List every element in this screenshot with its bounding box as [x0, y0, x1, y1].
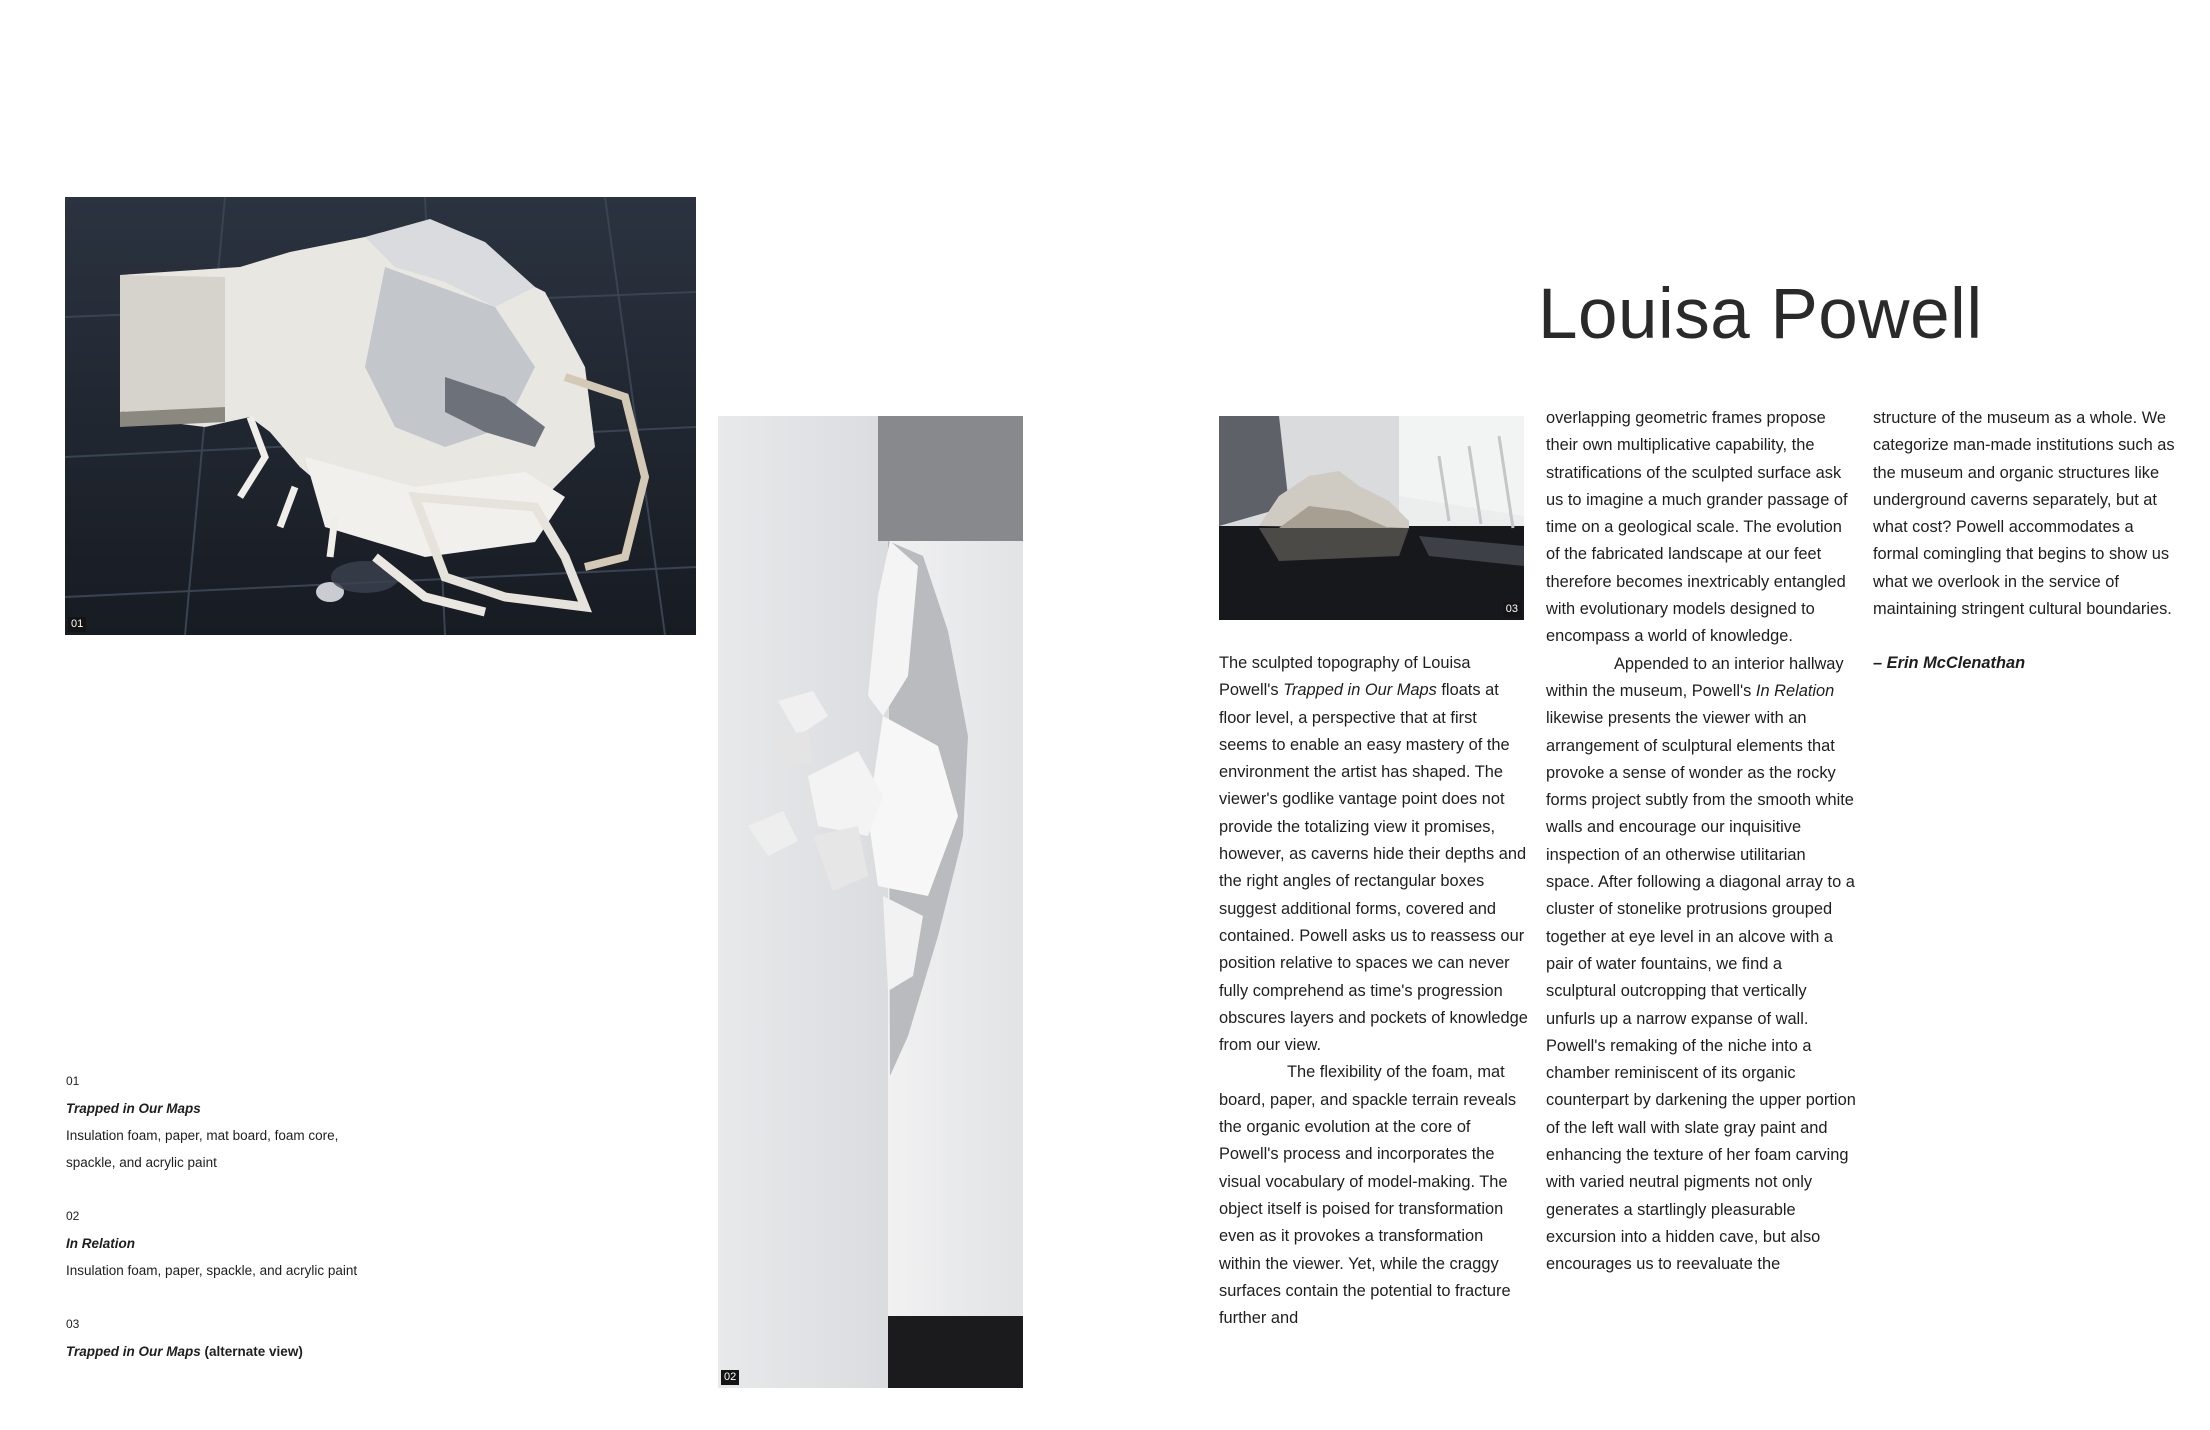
caption-03: [66, 1311, 396, 1365]
text-run: Appended to an interior hallway within the museum, Powell's: [1546, 654, 1844, 700]
paragraph: The flexibility of the foam, mat board, paper, and spackle terrain reveals the organic evolution at the core of Powell's process and incorporates the visual vocabulary of model-making. The object itself is poised for transformation even as it provokes a transformation within the viewer. Yet, while the craggy surfaces contain the potential to fracture further and: [1219, 1063, 1517, 1328]
article-column-3: [1873, 405, 2183, 678]
caption-number: 03: [66, 1317, 80, 1331]
author-signature: – Erin McClenathan: [1873, 654, 2026, 673]
caption-title-line: [66, 1338, 396, 1365]
caption-title: Trapped in Our Maps: [66, 1344, 201, 1359]
caption-01: [66, 1068, 396, 1176]
caption-materials: spackle, and acrylic paint: [66, 1155, 217, 1170]
plate-01-artwork: [65, 197, 696, 635]
page-title: Louisa Powell: [1538, 275, 1983, 354]
caption-number: 02: [66, 1209, 80, 1223]
caption-materials: Insulation foam, paper, spackle, and acrylic paint: [66, 1263, 358, 1278]
text-run: The sculpted topography of Louisa Powell's: [1219, 654, 1471, 700]
caption-02: [66, 1203, 396, 1284]
plate-captions: [66, 1068, 396, 1392]
artwork-title: Trapped in Our Maps: [1283, 681, 1437, 700]
paragraph: [1546, 651, 1856, 1279]
caption-title: Trapped in Our Maps: [66, 1101, 201, 1116]
plate-number: 03: [1503, 602, 1521, 617]
plate-02-artwork: [718, 416, 1023, 1388]
article-column-2: [1546, 405, 1856, 1279]
text-run: likewise presents the viewer with an arrangement of sculptural elements that provoke a sense of wonder as the rocky forms project subtly from the smooth white walls and encourage our inquisitive inspection of an otherwise utilitarian space. After following a diagonal array to a cluster of stonelike protrusions grouped together at eye level in an alcove with a pair of water fountains, we find a sculptural outcropping that vertically unfurls up a narrow expanse of wall. Powell's remaking of the niche into a chamber reminiscent of its organic counterpart by darkening the upper portion of the left wall with slate gray paint and enhancing the texture of her foam carving with varied neutral pigments not only generates a startlingly pleasurable excursion into a hidden cave, but also encourages us to reevaluate the: [1546, 709, 1856, 1274]
paragraph: structure of the museum as a whole. We categorize man-made institutions such as the museum and organic structures like underground caverns separately, but at what cost? Powell accommodates a formal comingling that begins to show us what we overlook in the service of maintaining stringent cultural boundaries.: [1873, 409, 2175, 619]
text-run: floats at floor level, a perspective that at first seems to enable an easy mastery of the environment the artist has shaped. The viewer's godlike vantage point does not provide the totalizing view it promises, however, as caverns hide their depths and the right angles of rectangular boxes suggest additional forms, covered and contained. Powell asks us to reassess our position relative to spaces we can never fully comprehend as time's progression obscures layers and pockets of knowledge from our view.: [1219, 681, 1528, 1055]
caption-title: In Relation: [66, 1236, 136, 1251]
caption-materials: Insulation foam, paper, mat board, foam core,: [66, 1128, 339, 1143]
paragraph: overlapping geometric frames propose their own multiplicative capability, the stratifications of the sculpted surface ask us to imagine a much grander passage of time on a geological scale. The evolution of the fabricated landscape at our feet therefore becomes inextricably entangled with evolutionary models designed to encompass a world of knowledge.: [1546, 409, 1848, 646]
plate-02-photo: [718, 416, 1023, 1388]
plate-number: 02: [721, 1370, 739, 1385]
plate-03-photo: [1219, 416, 1524, 620]
paragraph: [1219, 650, 1529, 1059]
caption-suffix: (alternate view): [200, 1344, 303, 1359]
article-column-1: [1219, 650, 1529, 1332]
plate-03-artwork: [1219, 416, 1524, 620]
plate-01-photo: [65, 197, 696, 635]
artwork-title: In Relation: [1755, 681, 1835, 700]
caption-number: 01: [66, 1074, 80, 1088]
plate-number: 01: [68, 617, 86, 632]
